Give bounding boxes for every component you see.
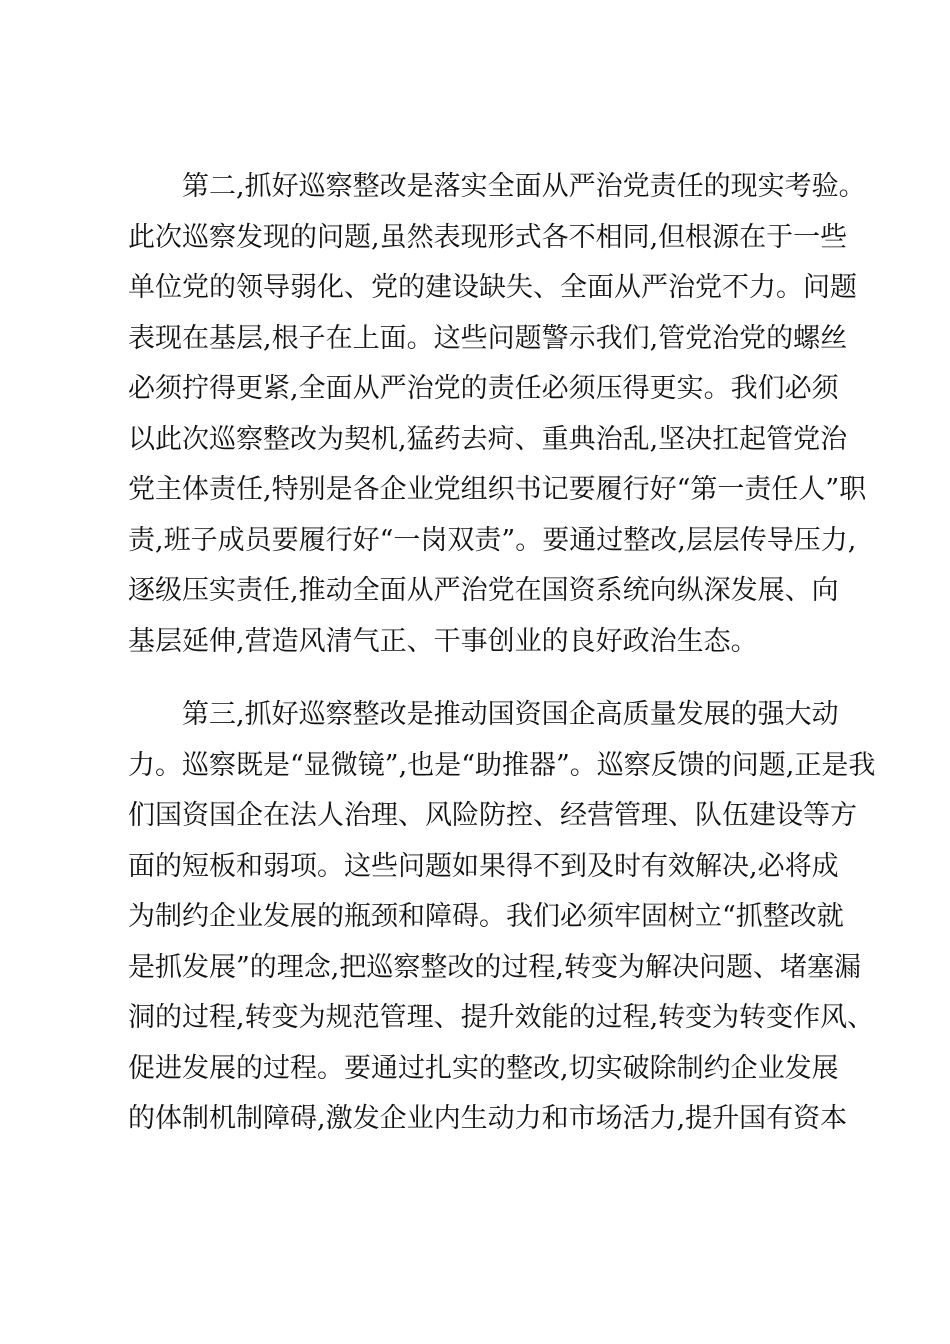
paragraph-third-point <box>128 690 876 1145</box>
text-line: 此次巡察发现的问题,虽然表现形式各不相同,但根源在于一些 <box>128 221 848 253</box>
text-line: 表现在基层,根子在上面。这些问题警示我们,管党治党的螺丝 <box>128 322 848 354</box>
text-line: 基层延伸,营造风清气正、干事创业的良好政治生态。 <box>128 625 758 657</box>
text-line: 是抓发展”的理念,把巡察整改的过程,转变为解决问题、堵塞漏 <box>128 951 861 983</box>
text-line: 必须拧得更紧,全面从严治党的责任必须压得更实。我们必须 <box>128 373 839 404</box>
text-line: 责,班子成员要履行好“一岗双责”。要通过整改,层层传导压力, <box>128 524 857 556</box>
text-line: 们国资国企在法人治理、风险防控、经营管理、队伍建设等方 <box>128 800 857 831</box>
text-line: 面的短板和弱项。这些问题如果得不到及时有效解决,必将成 <box>128 850 839 882</box>
text-line: 以此次巡察整改为契机,猛药去疴、重典治乱,坚决扛起管党治 <box>128 423 848 455</box>
text-line: 第三,抓好巡察整改是推动国资国企高质量发展的强大动 <box>182 699 839 730</box>
text-line: 第二,抓好巡察整改是落实全面从严治党责任的现实考验。 <box>182 171 866 202</box>
text-line: 为制约企业发展的瓶颈和障碍。我们必须牢固树立“抓整改就 <box>128 901 844 932</box>
text-line: 党主体责任,特别是各企业党组织书记要履行好“第一责任人”职 <box>128 474 867 505</box>
text-line: 逐级压实责任,推动全面从严治党在国资系统向纵深发展、向 <box>128 575 839 606</box>
text-line: 促进发展的过程。要通过扎实的整改,切实破除制约企业发展 <box>128 1052 839 1084</box>
text-line: 单位党的领导弱化、党的建设缺失、全面从严治党不力。问题 <box>128 272 857 303</box>
text-line: 洞的过程,转变为规范管理、提升效能的过程,转变为转变作风、 <box>128 1002 875 1033</box>
text-line: 的体制机制障碍,激发企业内生动力和市场活力,提升国有资本 <box>128 1103 848 1134</box>
paragraph-second-point <box>128 162 867 667</box>
text-line: 力。巡察既是“显微镜”,也是“助推器”。巡察反馈的问题,正是我 <box>128 749 876 781</box>
